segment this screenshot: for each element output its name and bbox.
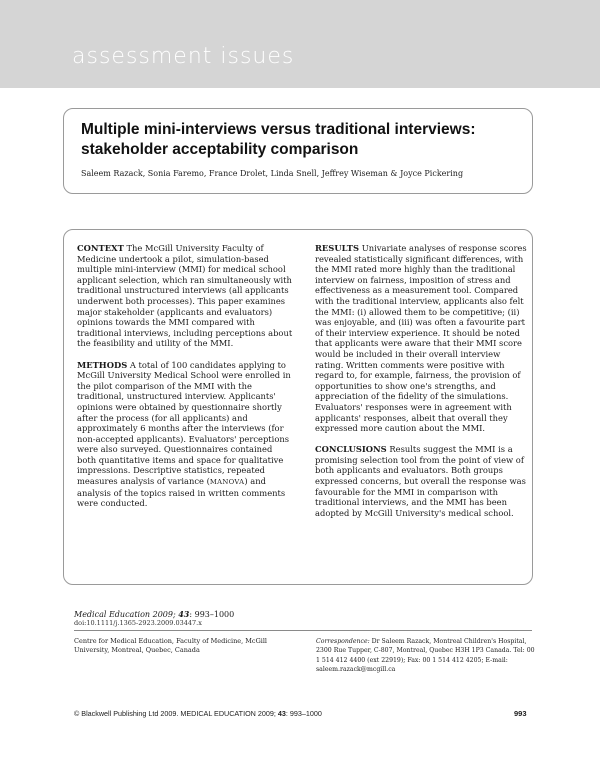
footer-volume: 43 <box>277 709 286 718</box>
context-heading: CONTEXT <box>77 243 124 253</box>
section-label: assessment issues <box>72 44 295 69</box>
page-number: 993 <box>514 709 527 718</box>
divider <box>74 630 532 631</box>
methods-text: A total of 100 candidates applying to McGill University Medical School were enrolled in the pilot comparison of the MMI with the traditional, unstructured interview. Applicants' opinions were obtained by questionnaire shortly after the process (for all applicants) and approximately 6 months after the interviews (for non-accepted applicants). Evaluators' perceptions were also surveyed. Questionnaires contained both quantitative items and space for qualitative impressions. Descriptive statistics, repeated measures analysis of variance ( <box>77 359 291 487</box>
title-box <box>63 108 533 194</box>
conclusions-heading: CONCLUSIONS <box>315 444 387 455</box>
section-banner <box>0 0 600 88</box>
journal-citation <box>74 609 234 619</box>
methods-text-end: ) and analysis of the topics raised in written comments were conducted. <box>77 476 286 509</box>
abstract-results <box>315 243 531 434</box>
context-text: The McGill University Faculty of Medicine undertook a pilot, simulation-based multiple mini-interview (MMI) for medical school applicant selection, which ran simultaneously with traditional unstructured interviews (all applicants underwent both processes). This paper examines major stakeholder (applicants and evaluators) opinions towards the MMI compared with traditional interviews, including perceptions about the feasibility and utility of the MMI. <box>77 243 293 349</box>
results-heading: RESULTS <box>315 243 360 253</box>
results-text: Univariate analyses of response scores revealed statistically significant differences, with the MMI rated more highly than the traditional interview on fairness, imposition of stress and effectiveness as a measurement tool. Compared with the traditional interview, applicants also felt the MMI: (i) allowed them to be competitive; (ii) was enjoyable, and (iii) was often a favourite part of their interview experience. It should be noted that applicants were aware that their MMI score would be included in their overall interview rating. Written comments were positive with regard to, for example, fairness, the provision of opportunities to show one's strengths, and appreciation of the fidelity of the simulations. Evaluators' responses were in agreement with applicants' responses, albeit that overall they expressed more caution about the MMI. <box>315 243 527 434</box>
abstract-conclusions <box>315 444 531 518</box>
citation-volume: 43 <box>178 609 190 619</box>
page-footer <box>74 709 322 718</box>
footer-copyright: © Blackwell Publishing Ltd 2009. MEDICAL EDUCATION 2009; <box>74 709 276 718</box>
correspondence <box>316 637 536 674</box>
article-title: Multiple mini-interviews versus traditional interviews: stakeholder acceptability comparison <box>81 121 476 158</box>
abstract-left-column <box>77 243 293 519</box>
correspondence-label: Correspondence: <box>316 638 370 645</box>
citation-pages: : 993–1000 <box>189 610 235 619</box>
author-list: Saleem Razack, Sonia Faremo, France Drolet, Linda Snell, Jeffrey Wiseman & Joyce Pickering <box>81 169 464 178</box>
abstract-methods <box>77 360 293 509</box>
footer-pages: : 993–1000 <box>285 709 322 718</box>
affiliation: Centre for Medical Education, Faculty of Medicine, McGill University, Montreal, Quebec, Canada <box>74 637 268 654</box>
abstract-box <box>63 229 533 585</box>
methods-heading: METHODS <box>77 359 128 370</box>
citation-journal: Medical Education 2009; <box>74 610 176 619</box>
doi: doi:10.1111/j.1365-2923.2009.03447.x <box>74 619 202 627</box>
conclusions-text: Results suggest the MMI is a promising selection tool from the point of view of both applicants and evaluators. Both groups expressed concerns, but overall the response was favourable for the MMI in comparison with traditional interviews, and the MMI has been adopted by McGill University's medical school. <box>315 444 526 518</box>
correspondence-text: Dr Saleem Razack, Montreal Children's Hospital, 2300 Rue Tupper, C-807, Montreal, Quebec H3H 1P3 Canada. Tel: 00 1 514 412 4400 (ext 22919); Fax: 00 1 514 412 4205; E-mail: saleem.razack@mcgill.ca <box>316 638 535 673</box>
abstract-right-column <box>315 243 531 529</box>
manova-abbr: MANOVA <box>209 478 245 487</box>
abstract-context <box>77 243 293 349</box>
